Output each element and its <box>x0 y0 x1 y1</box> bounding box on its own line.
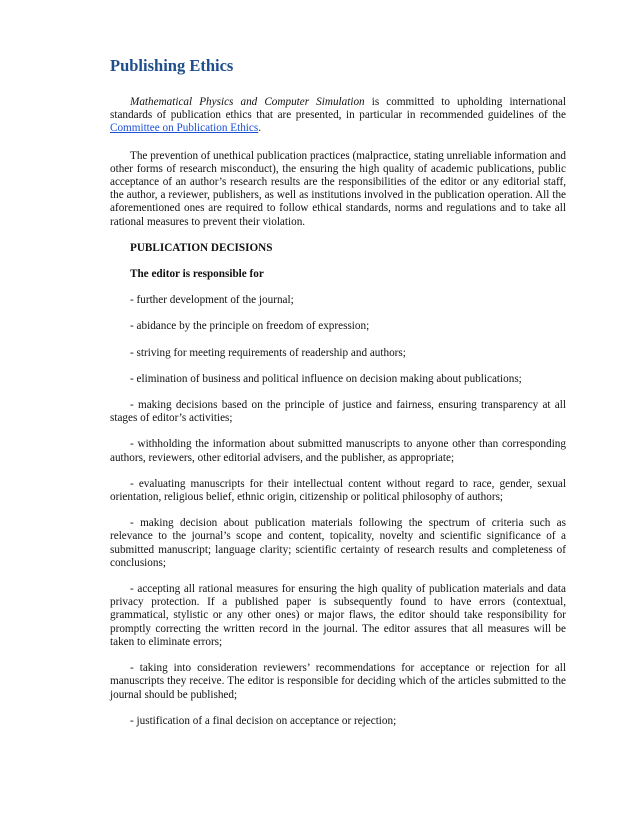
page-title: Publishing Ethics <box>110 56 234 75</box>
list-item: - accepting all rational measures for ensuring the high quality of publication materials and data privacy protection. If a published paper is subsequently found to have errors (contextual, grammatical, stylistic or any other ones) or major flaws, the editor should take responsibility for promptly correcting the written record in the journal. The editor assures that all measures will be taken to eliminate errors; <box>110 583 566 648</box>
document-page <box>110 56 566 741</box>
section-heading: PUBLICATION DECISIONS <box>130 241 273 254</box>
list-item: - making decisions based on the principle of justice and fairness, ensuring transparency at all stages of editor’s activities; <box>110 399 566 425</box>
list-item: - taking into consideration reviewers’ recommendations for acceptance or rejection for all manuscripts they receive. The editor is responsible for deciding which of the articles submitted to the journal should be published; <box>110 662 566 701</box>
list-item: - withholding the information about submitted manuscripts to anyone other than corresponding authors, reviewers, other editorial advisers, and the publisher, as appropriate; <box>110 438 566 464</box>
list-item: - further development of the journal; <box>130 294 294 307</box>
list-item: - evaluating manuscripts for their intellectual content without regard to race, gender, sexual orientation, religious belief, ethnic origin, citizenship or political philosophy of authors; <box>110 477 566 504</box>
list-item: - making decision about publication materials following the spectrum of criteria such as relevance to the journal’s scope and content, topicality, novelty and scientific significance of a submitted manuscript; language clarity; scientific certainty of research results and completeness of conclusions; <box>110 517 566 569</box>
list-item: - abidance by the principle on freedom of expression; <box>130 320 370 333</box>
intro-end: . <box>258 122 262 135</box>
cope-link[interactable]: Committee on Publication Ethics <box>110 122 259 135</box>
intro-text: is committed to upholding international standards of publication ethics that are presented, in particular in recommended guidelines of the <box>110 96 566 122</box>
list-item: - justification of a final decision on acceptance or rejection; <box>130 714 397 727</box>
prevention-paragraph: The prevention of unethical publication practices (malpractice, stating unreliable information and other forms of research misconduct), the ensuring the high quality of academic publications, public acceptance of an author’s research results are the responsibilities of the editor or any editorial staff, the author, a reviewer, publishers, as well as institutions involved in the publication operation. All the aforementioned ones are required to follow ethical standards, norms and regulations and to take all rational measures to prevent their violation. <box>110 149 566 228</box>
journal-name: Mathematical Physics and Computer Simulation <box>130 96 365 108</box>
list-item: - striving for meeting requirements of readership and authors; <box>130 346 406 359</box>
intro-paragraph <box>110 96 566 136</box>
subheading: The editor is responsible for <box>130 268 264 281</box>
list-item: - elimination of business and political influence on decision making about publications; <box>130 372 522 385</box>
